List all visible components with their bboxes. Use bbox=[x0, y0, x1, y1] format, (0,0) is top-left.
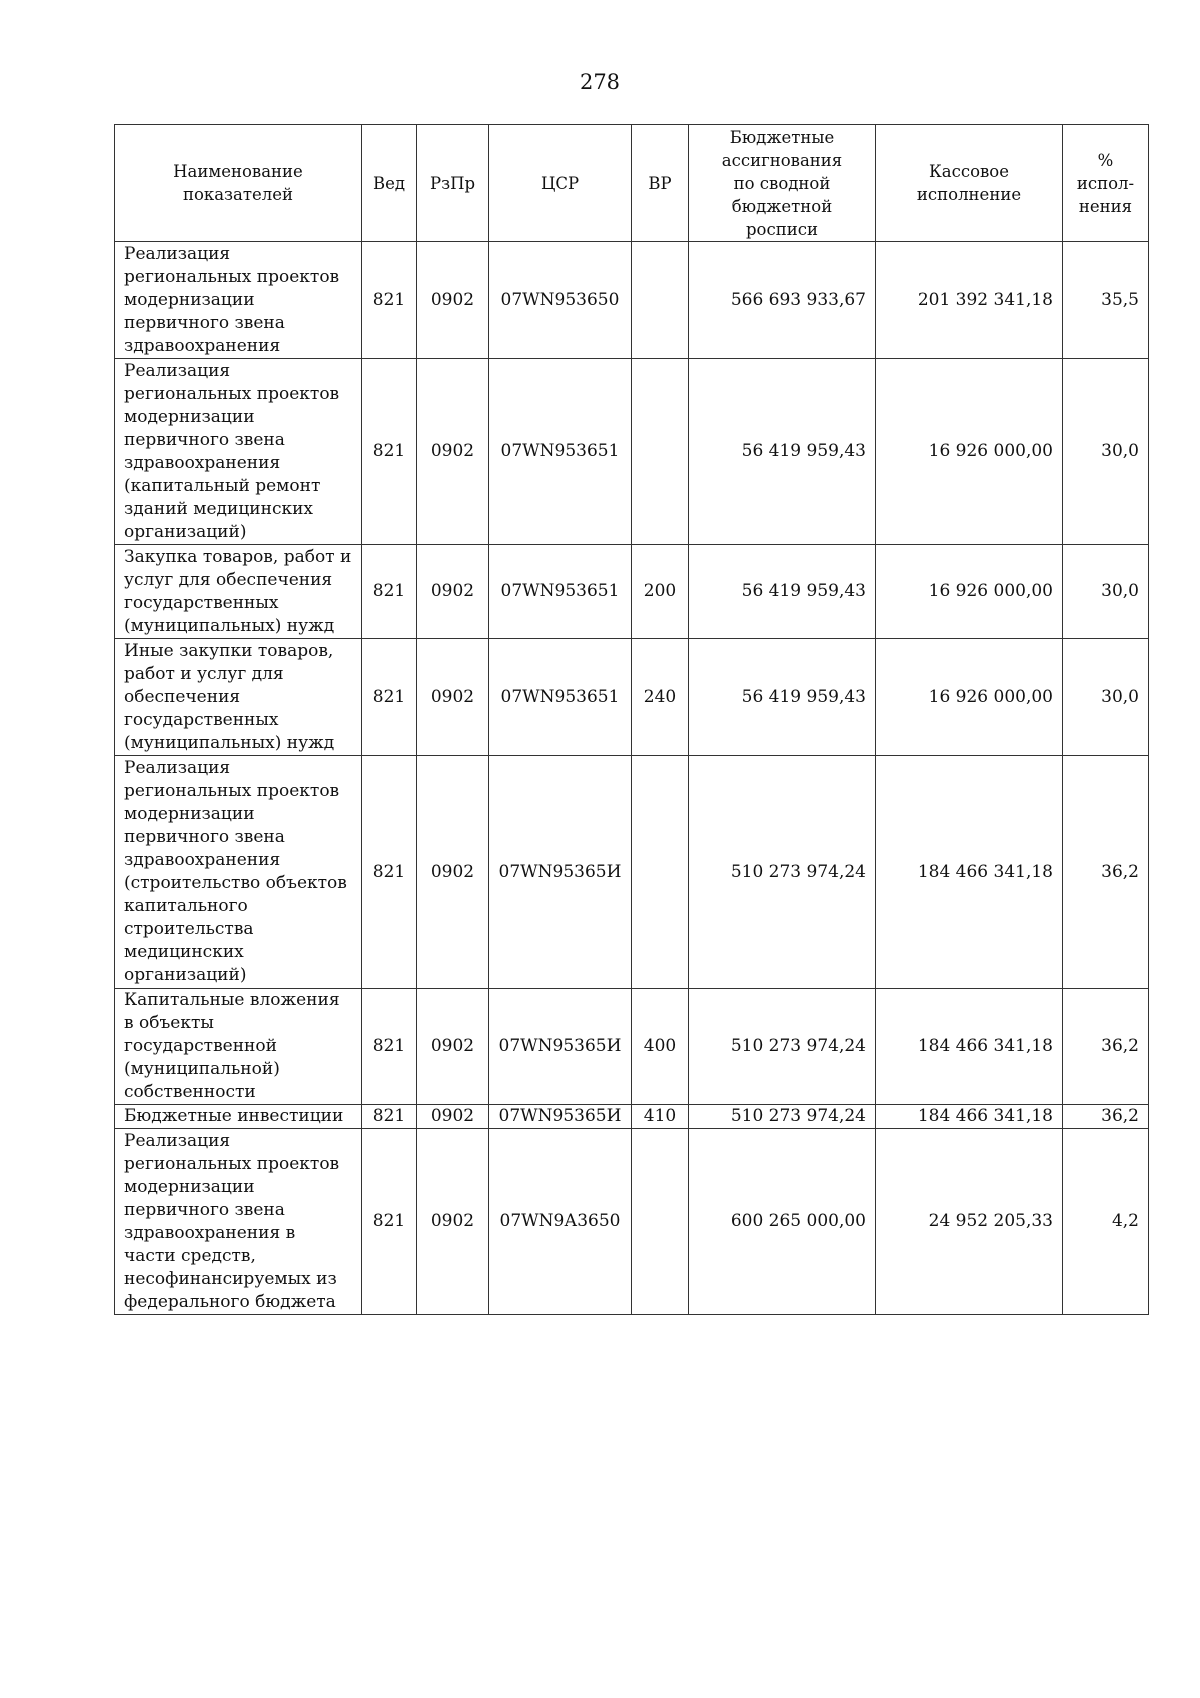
row-vr: 200 bbox=[632, 545, 689, 639]
row-csr: 07WN95365И bbox=[489, 989, 632, 1105]
table-row bbox=[115, 359, 1149, 545]
row-name: Закупка товаров, работ и услуг для обеспечения государственных (муниципальных) нужд bbox=[115, 545, 362, 639]
row-rzpr: 0902 bbox=[417, 1129, 489, 1315]
row-plan: 56 419 959,43 bbox=[689, 639, 876, 756]
row-csr: 07WN95365И bbox=[489, 756, 632, 989]
row-plan: 510 273 974,24 bbox=[689, 1105, 876, 1129]
row-rzpr: 0902 bbox=[417, 756, 489, 989]
row-name: Реализация региональных проектов модернизации первичного звена здравоохранения (капитальный ремонт зданий медицинских организаций) bbox=[115, 359, 362, 545]
row-rzpr: 0902 bbox=[417, 359, 489, 545]
row-name: Капитальные вложения в объекты государственной (муниципальной) собственности bbox=[115, 989, 362, 1105]
row-name: Иные закупки товаров, работ и услуг для обеспечения государственных (муниципальных) нужд bbox=[115, 639, 362, 756]
row-vr bbox=[632, 242, 689, 359]
row-plan: 510 273 974,24 bbox=[689, 756, 876, 989]
row-vr bbox=[632, 359, 689, 545]
table-row bbox=[115, 545, 1149, 639]
row-ved: 821 bbox=[362, 545, 417, 639]
row-csr: 07WN9А3650 bbox=[489, 1129, 632, 1315]
table-row bbox=[115, 1105, 1149, 1129]
row-ved: 821 bbox=[362, 639, 417, 756]
table-row bbox=[115, 756, 1149, 989]
row-rzpr: 0902 bbox=[417, 989, 489, 1105]
row-name: Бюджетные инвестиции bbox=[115, 1105, 362, 1129]
row-vr bbox=[632, 1129, 689, 1315]
row-rzpr: 0902 bbox=[417, 545, 489, 639]
row-csr: 07WN953651 bbox=[489, 639, 632, 756]
header-vr: ВР bbox=[632, 125, 689, 242]
row-name: Реализация региональных проектов модернизации первичного звена здравоохранения bbox=[115, 242, 362, 359]
row-exec: 184 466 341,18 bbox=[876, 989, 1063, 1105]
row-pct: 36,2 bbox=[1063, 756, 1149, 989]
row-vr: 240 bbox=[632, 639, 689, 756]
row-plan: 510 273 974,24 bbox=[689, 989, 876, 1105]
table-header-row bbox=[115, 125, 1149, 242]
row-rzpr: 0902 bbox=[417, 639, 489, 756]
row-plan: 56 419 959,43 bbox=[689, 359, 876, 545]
row-exec: 184 466 341,18 bbox=[876, 756, 1063, 989]
row-pct: 4,2 bbox=[1063, 1129, 1149, 1315]
row-vr: 410 bbox=[632, 1105, 689, 1129]
table-row bbox=[115, 242, 1149, 359]
row-exec: 201 392 341,18 bbox=[876, 242, 1063, 359]
row-ved: 821 bbox=[362, 756, 417, 989]
row-ved: 821 bbox=[362, 989, 417, 1105]
table-row bbox=[115, 989, 1149, 1105]
row-rzpr: 0902 bbox=[417, 242, 489, 359]
row-exec: 16 926 000,00 bbox=[876, 359, 1063, 545]
row-exec: 184 466 341,18 bbox=[876, 1105, 1063, 1129]
row-exec: 24 952 205,33 bbox=[876, 1129, 1063, 1315]
row-name: Реализация региональных проектов модернизации первичного звена здравоохранения (строительство объектов капитального строительства медицинских организаций) bbox=[115, 756, 362, 989]
row-csr: 07WN95365И bbox=[489, 1105, 632, 1129]
header-name: Наименование показателей bbox=[115, 125, 362, 242]
page-number: 278 bbox=[579, 70, 621, 94]
row-pct: 35,5 bbox=[1063, 242, 1149, 359]
row-pct: 36,2 bbox=[1063, 1105, 1149, 1129]
header-ved: Вед bbox=[362, 125, 417, 242]
header-csr: ЦСР bbox=[489, 125, 632, 242]
row-ved: 821 bbox=[362, 1105, 417, 1129]
row-csr: 07WN953651 bbox=[489, 545, 632, 639]
header-plan: Бюджетные ассигнования по сводной бюджетной росписи bbox=[689, 125, 876, 242]
row-exec: 16 926 000,00 bbox=[876, 545, 1063, 639]
header-exec: Кассовое исполнение bbox=[876, 125, 1063, 242]
table-row bbox=[115, 1129, 1149, 1315]
row-plan: 566 693 933,67 bbox=[689, 242, 876, 359]
row-name: Реализация региональных проектов модернизации первичного звена здравоохранения в части средств, несофинансируемых из федерального бюджета bbox=[115, 1129, 362, 1315]
row-plan: 600 265 000,00 bbox=[689, 1129, 876, 1315]
row-plan: 56 419 959,43 bbox=[689, 545, 876, 639]
row-pct: 30,0 bbox=[1063, 545, 1149, 639]
row-vr bbox=[632, 756, 689, 989]
row-pct: 30,0 bbox=[1063, 359, 1149, 545]
row-vr: 400 bbox=[632, 989, 689, 1105]
table-row bbox=[115, 639, 1149, 756]
row-exec: 16 926 000,00 bbox=[876, 639, 1063, 756]
row-ved: 821 bbox=[362, 359, 417, 545]
header-pct: % испол-нения bbox=[1063, 125, 1149, 242]
row-rzpr: 0902 bbox=[417, 1105, 489, 1129]
row-pct: 30,0 bbox=[1063, 639, 1149, 756]
budget-execution-table bbox=[114, 124, 1149, 1315]
row-ved: 821 bbox=[362, 242, 417, 359]
header-rzpr: РзПр bbox=[417, 125, 489, 242]
row-csr: 07WN953651 bbox=[489, 359, 632, 545]
row-pct: 36,2 bbox=[1063, 989, 1149, 1105]
row-ved: 821 bbox=[362, 1129, 417, 1315]
row-csr: 07WN953650 bbox=[489, 242, 632, 359]
